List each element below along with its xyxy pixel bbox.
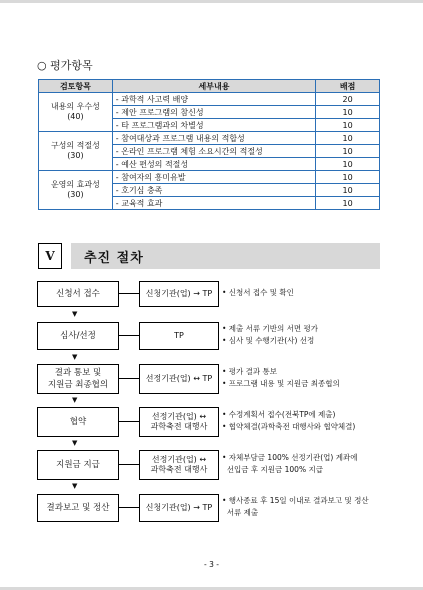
step-connector <box>118 378 139 379</box>
step-description <box>222 409 392 433</box>
score-cell: 10 <box>316 184 380 197</box>
down-arrow-icon: ▼ <box>72 439 78 447</box>
category-cell <box>39 93 113 132</box>
actor-box <box>139 494 219 522</box>
section-heading: ○ 평가항목 <box>37 59 93 72</box>
detail-cell: - 과학적 사고력 배양 <box>112 93 315 106</box>
category-name: 내용의 우수성 <box>50 102 100 111</box>
score-cell: 10 <box>316 171 380 184</box>
actor-label <box>151 412 208 432</box>
bullet-item: • 프로그램 내용 및 지원금 최종협의 <box>222 379 340 388</box>
detail-cell: - 참여대상과 프로그램 내용의 적합성 <box>112 132 315 145</box>
detail-cell: - 제안 프로그램의 참신성 <box>112 106 315 119</box>
bullet-item: • 평가 결과 통보 <box>222 367 278 376</box>
step-description <box>222 366 392 390</box>
actor-label <box>151 455 208 475</box>
step-connector <box>118 335 139 336</box>
bullet-item: • 행사종료 후 15일 이내로 결과보고 및 정산 <box>222 496 369 505</box>
down-arrow-icon: ▼ <box>72 482 78 490</box>
down-arrow-icon: ▼ <box>72 310 78 318</box>
down-arrow-icon: ▼ <box>72 396 78 404</box>
step-description <box>222 287 392 299</box>
step-description <box>222 452 392 476</box>
score-cell: 10 <box>316 132 380 145</box>
header-details: 세부내용 <box>112 80 315 93</box>
step-description <box>222 495 392 519</box>
bullet-item: • 협약체결(과학축전 대행사와 협약체결) <box>222 422 356 431</box>
table-header-row <box>39 80 380 93</box>
actor-label: 신청기관(업) → TP <box>145 503 213 512</box>
step-box-notification <box>37 364 119 394</box>
category-cell <box>39 171 113 210</box>
actor-label-line: 과학축전 대행사 <box>150 422 208 431</box>
step-label: 협약 <box>69 417 87 427</box>
actor-label-line: 선정기관(업) ↔ <box>151 412 207 421</box>
score-cell: 10 <box>316 197 380 210</box>
actor-label: TP <box>174 331 184 340</box>
step-connector <box>118 464 139 465</box>
step-box-review <box>37 322 119 350</box>
table-row <box>39 171 380 184</box>
step-connector <box>118 421 139 422</box>
actor-box <box>139 364 219 394</box>
bullet-item: • 자체부담금 100% 선정기관(업) 계좌에 <box>222 453 358 462</box>
detail-cell: - 온라인 프로그램 체험 소요시간의 적절성 <box>112 145 315 158</box>
step-label: 지원금 지급 <box>56 460 100 470</box>
table-row <box>39 132 380 145</box>
actor-box <box>139 407 219 437</box>
actor-box <box>139 322 219 350</box>
actor-label: 선정기관(업) ↔ TP <box>145 374 213 383</box>
actor-box <box>139 450 219 480</box>
category-points: (40) <box>67 112 84 121</box>
down-arrow-icon: ▼ <box>72 353 78 361</box>
score-cell: 10 <box>316 106 380 119</box>
page-top-edge <box>0 0 423 3</box>
category-name: 운영의 효과성 <box>50 180 100 189</box>
table-row <box>39 93 380 106</box>
section-number: Ⅴ <box>38 243 62 269</box>
category-cell <box>39 132 113 171</box>
step-description <box>222 323 392 347</box>
step-box-agreement <box>37 407 119 437</box>
step-label-line: 지원금 최종협의 <box>47 380 109 390</box>
actor-box <box>139 281 219 307</box>
step-label <box>48 367 108 391</box>
step-label: 신청서 접수 <box>56 289 100 299</box>
step-connector <box>118 293 139 294</box>
procedure-section-header <box>38 243 380 269</box>
actor-label-line: 선정기관(업) ↔ <box>151 455 207 464</box>
score-cell: 10 <box>316 158 380 171</box>
score-cell: 10 <box>316 145 380 158</box>
step-box-settlement <box>37 494 119 522</box>
step-label: 결과보고 및 정산 <box>46 503 110 513</box>
bullet-item: 선입금 후 지원금 100% 지급 <box>222 465 323 474</box>
category-points: (30) <box>67 151 84 160</box>
actor-label: 신청기관(업) → TP <box>145 289 213 298</box>
detail-cell: - 참여자의 흥미유발 <box>112 171 315 184</box>
detail-cell: - 호기심 충족 <box>112 184 315 197</box>
step-label-line: 결과 통보 및 <box>54 368 102 378</box>
bullet-item: • 수정계획서 접수(전북TP에 제출) <box>222 410 336 419</box>
bullet-item: • 심사 및 수행기관(사) 선정 <box>222 336 315 345</box>
header-score: 배점 <box>316 80 380 93</box>
evaluation-table <box>38 79 380 210</box>
bullet-item: • 제출 서류 기반의 서면 평가 <box>222 324 319 333</box>
step-label: 심사/선정 <box>60 331 96 341</box>
score-cell: 20 <box>316 93 380 106</box>
category-points: (30) <box>67 190 84 199</box>
section-title: 추진 절차 <box>84 251 144 266</box>
actor-label-line: 과학축전 대행사 <box>150 465 208 474</box>
header-category: 검토항목 <box>39 80 113 93</box>
detail-cell: - 타 프로그램과의 차별성 <box>112 119 315 132</box>
step-connector <box>118 507 139 508</box>
score-cell: 10 <box>316 119 380 132</box>
step-box-payment <box>37 450 119 480</box>
page-number: - 3 - <box>204 560 219 569</box>
bullet-item: 서류 제출 <box>222 508 259 517</box>
detail-cell: - 교육적 효과 <box>112 197 315 210</box>
bullet-item: • 신청서 접수 및 확인 <box>222 288 294 297</box>
detail-cell: - 예산 편성의 적절성 <box>112 158 315 171</box>
step-box-application <box>37 281 119 307</box>
category-name: 구성의 적절성 <box>50 141 100 150</box>
